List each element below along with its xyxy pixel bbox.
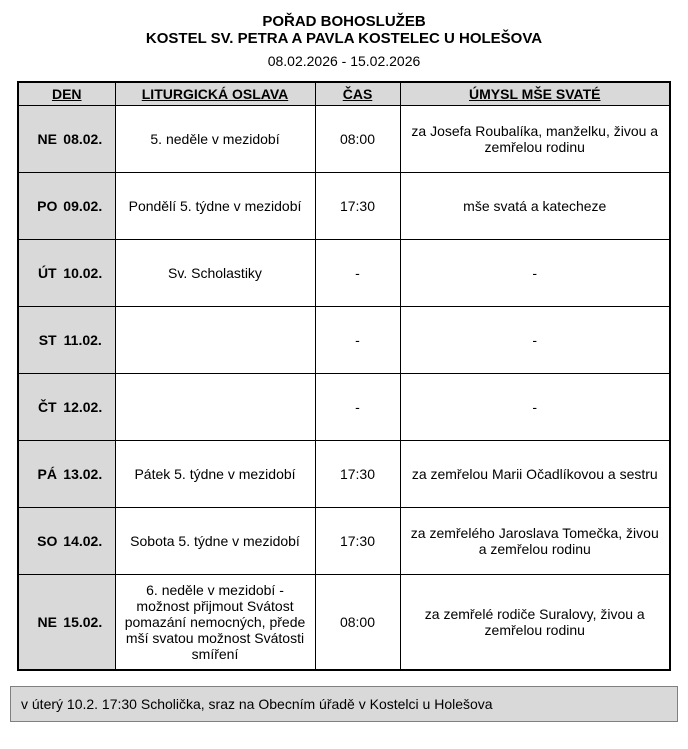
column-header-day: DEN: [18, 82, 115, 106]
time-cell: 08:00: [315, 575, 400, 670]
day-cell: [18, 106, 115, 173]
table-header-row: [18, 82, 670, 106]
day-date: 13.02.: [63, 466, 103, 482]
day-abbr: SO: [37, 533, 58, 549]
intention-cell: za Josefa Roubalíka, manželku, živou a zemřelou rodinu: [400, 106, 670, 173]
table-row: [18, 575, 670, 670]
day-abbr: NE: [37, 131, 57, 147]
day-cell: [18, 240, 115, 307]
celebration-cell: 6. neděle v mezidobí - možnost přijmout Svátost pomazání nemocných, přede mší svatou možnost Svátosti smíření: [115, 575, 315, 670]
day-abbr: PO: [37, 198, 58, 214]
time-cell: -: [315, 374, 400, 441]
day-cell: [18, 508, 115, 575]
day-abbr: PÁ: [37, 466, 57, 482]
day-cell: [18, 575, 115, 670]
day-date: 09.02.: [63, 198, 103, 214]
table-row: [18, 508, 670, 575]
intention-cell: -: [400, 307, 670, 374]
intention-cell: za zemřelé rodiče Suralovy, živou a zemřelou rodinu: [400, 575, 670, 670]
intention-cell: -: [400, 240, 670, 307]
celebration-cell: [115, 374, 315, 441]
column-header-time: ČAS: [315, 82, 400, 106]
time-cell: 17:30: [315, 508, 400, 575]
intention-cell: za zemřelého Jaroslava Tomečka, živou a zemřelou rodinu: [400, 508, 670, 575]
day-abbr: ÚT: [37, 265, 57, 281]
time-cell: 17:30: [315, 173, 400, 240]
day-date: 10.02.: [63, 265, 103, 281]
schedule-table: [17, 81, 671, 671]
day-cell: [18, 374, 115, 441]
day-date: 11.02.: [63, 332, 102, 348]
day-cell: [18, 441, 115, 508]
column-header-celebration: LITURGICKÁ OSLAVA: [115, 82, 315, 106]
time-cell: 17:30: [315, 441, 400, 508]
date-range: 08.02.2026 - 15.02.2026: [267, 53, 421, 69]
day-abbr: NE: [37, 613, 57, 630]
day-date: 14.02.: [63, 533, 103, 549]
celebration-cell: Pondělí 5. týdne v mezidobí: [115, 173, 315, 240]
footer-note: v úterý 10.2. 17:30 Scholička, sraz na Obecním úřadě v Kostelci u Holešova: [10, 686, 678, 722]
day-date: 08.02.: [63, 131, 103, 147]
day-abbr: ČT: [37, 399, 57, 415]
day-cell: [18, 307, 115, 374]
time-cell: -: [315, 240, 400, 307]
celebration-cell: 5. neděle v mezidobí: [115, 106, 315, 173]
intention-cell: -: [400, 374, 670, 441]
intention-cell: za zemřelou Marii Očadlíkovou a sestru: [400, 441, 670, 508]
day-date: 15.02.: [63, 613, 103, 630]
table-row: [18, 240, 670, 307]
time-cell: -: [315, 307, 400, 374]
table-row: [18, 441, 670, 508]
day-abbr: ST: [38, 332, 57, 348]
celebration-cell: Sv. Scholastiky: [115, 240, 315, 307]
intention-cell: mše svatá a katecheze: [400, 173, 670, 240]
celebration-cell: Sobota 5. týdne v mezidobí: [115, 508, 315, 575]
table-row: [18, 374, 670, 441]
table-row: [18, 106, 670, 173]
day-cell: [18, 173, 115, 240]
celebration-cell: Pátek 5. týdne v mezidobí: [115, 441, 315, 508]
column-header-intention: ÚMYSL MŠE SVATÉ: [400, 82, 670, 106]
church-name: KOSTEL SV. PETRA A PAVLA KOSTELEC U HOLEŠOVA: [145, 30, 543, 47]
time-cell: 08:00: [315, 106, 400, 173]
table-row: [18, 307, 670, 374]
day-date: 12.02.: [63, 399, 103, 415]
page-title: POŘAD BOHOSLUŽEB: [262, 13, 426, 30]
celebration-cell: [115, 307, 315, 374]
document-header: [0, 0, 688, 69]
table-row: [18, 173, 670, 240]
